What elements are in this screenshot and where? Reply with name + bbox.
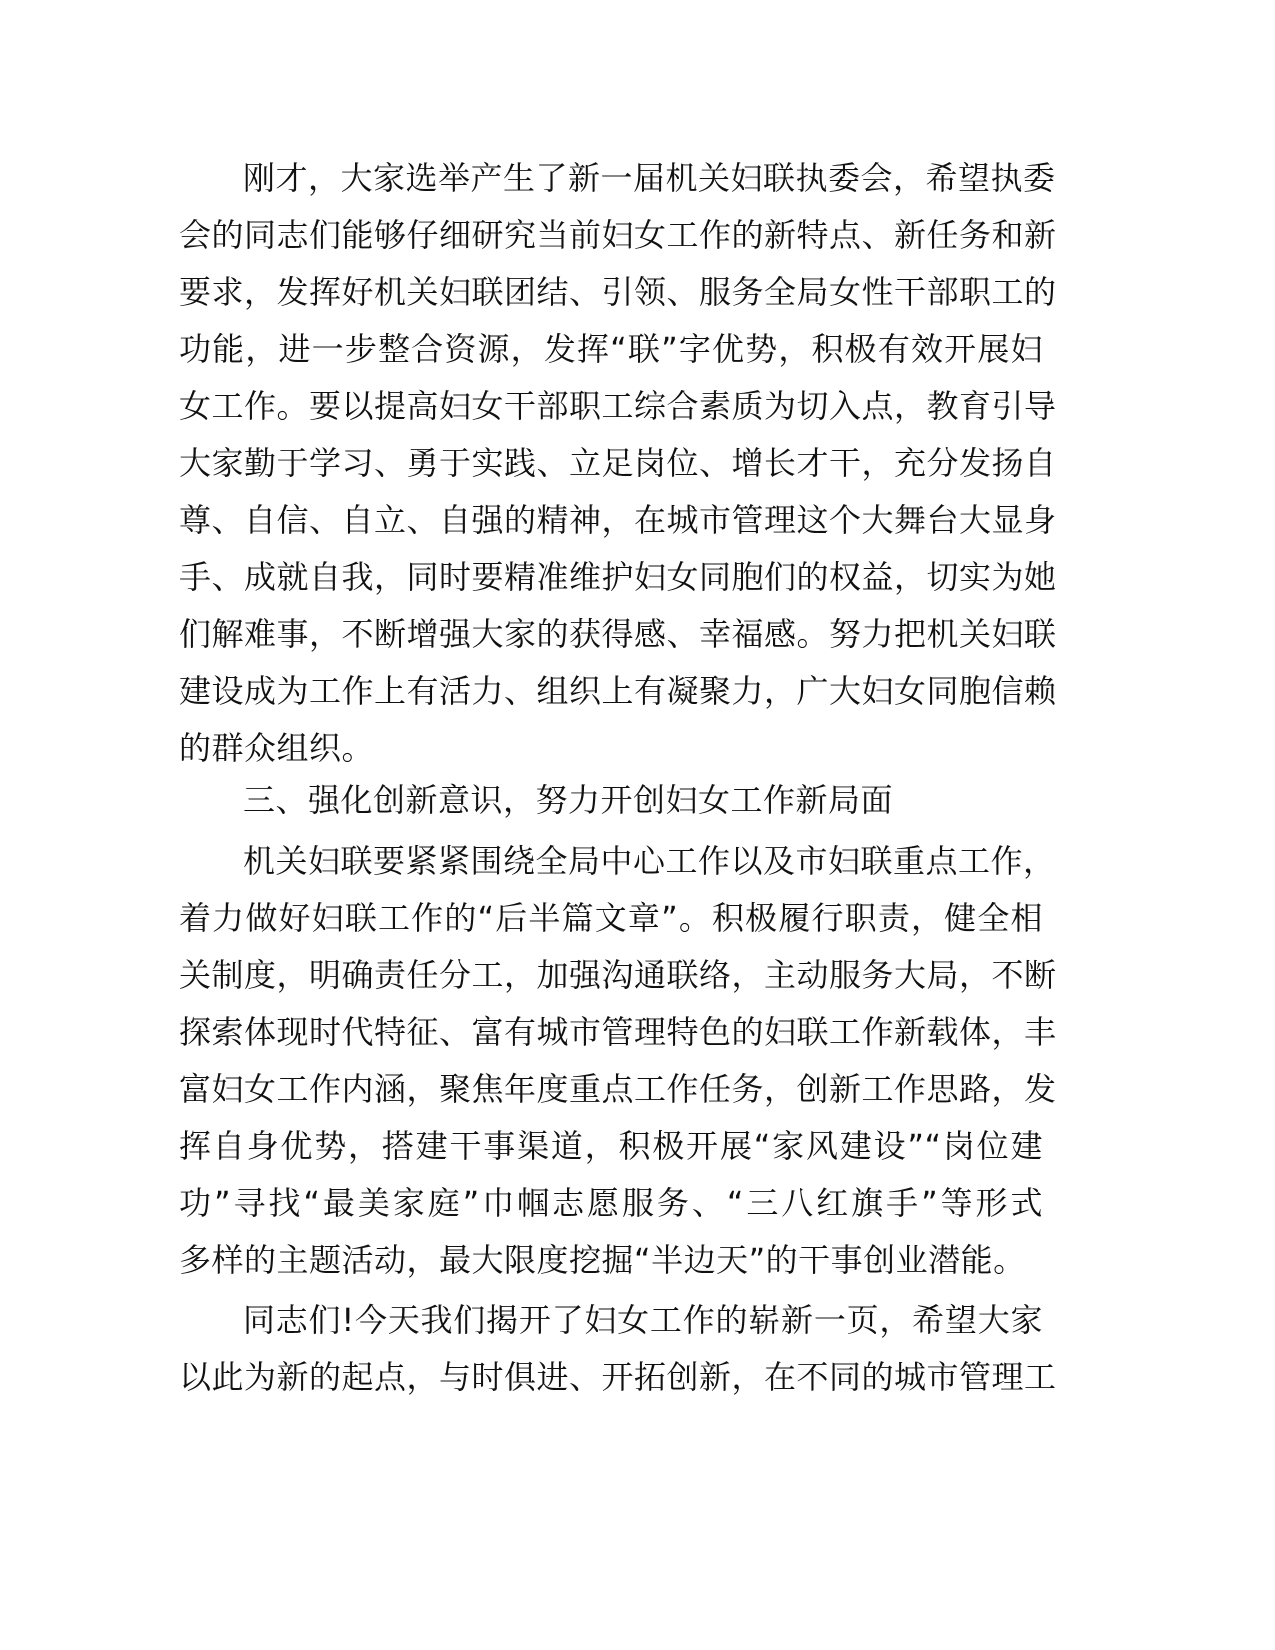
- text-line: 功能，进一步整合资源，发挥“联”字优势，积极有效开展妇: [179, 330, 1043, 368]
- text-line: 关制度，明确责任分工，加强沟通联络，主动服务大局，不断: [179, 956, 1057, 994]
- text-line: 大家勤于学习、勇于实践、立足岗位、增长才干，充分发扬自: [179, 444, 1057, 482]
- text-line: 手、成就自我，同时要精准维护妇女同胞们的权益，切实为她: [179, 558, 1057, 596]
- paragraph-innovation: [179, 833, 1057, 1289]
- text-line: 们解难事，不断增强大家的获得感、幸福感。努力把机关妇联: [179, 615, 1057, 653]
- text-line: 以此为新的起点，与时俱进、开拓创新，在不同的城市管理工: [179, 1358, 1057, 1396]
- text-line: 挥自身优势，搭建干事渠道，积极开展“家风建设”“岗位建: [179, 1127, 1043, 1165]
- text-line: 富妇女工作内涵，聚焦年度重点工作任务，创新工作思路，发: [179, 1070, 1057, 1108]
- text-line: 刚才，大家选举产生了新一届机关妇联执委会，希望执委: [243, 159, 1056, 197]
- section-heading-text: 三、强化创新意识，努力开创妇女工作新局面: [243, 781, 894, 819]
- text-line: 建设成为工作上有活力、组织上有凝聚力，广大妇女同胞信赖: [179, 672, 1057, 710]
- text-line: 尊、自信、自立、自强的精神，在城市管理这个大舞台大显身: [179, 501, 1057, 539]
- text-line: 的群众组织。: [179, 729, 375, 767]
- text-line: 功”寻找“最美家庭”巾帼志愿服务、“三八红旗手”等形式: [179, 1184, 1043, 1222]
- text-line: 同志们!今天我们揭开了妇女工作的崭新一页，希望大家: [243, 1301, 1043, 1339]
- text-line: 探索体现时代特征、富有城市管理特色的妇联工作新载体，丰: [179, 1013, 1057, 1051]
- text-line: 会的同志们能够仔细研究当前妇女工作的新特点、新任务和新: [179, 216, 1057, 254]
- text-line: 机关妇联要紧紧围绕全局中心工作以及市妇联重点工作，: [243, 842, 1056, 880]
- text-line: 多样的主题活动，最大限度挖掘“半边天”的干事创业潜能。: [179, 1241, 1026, 1279]
- paragraph-election-committee: [179, 150, 1057, 777]
- text-line: 着力做好妇联工作的“后半篇文章”。积极履行职责，健全相: [179, 899, 1043, 937]
- section-heading: [179, 772, 1043, 829]
- paragraph-closing: [179, 1292, 1057, 1406]
- text-line: 女工作。要以提高妇女干部职工综合素质为切入点，教育引导: [179, 387, 1057, 425]
- text-line: 要求，发挥好机关妇联团结、引领、服务全局女性干部职工的: [179, 273, 1057, 311]
